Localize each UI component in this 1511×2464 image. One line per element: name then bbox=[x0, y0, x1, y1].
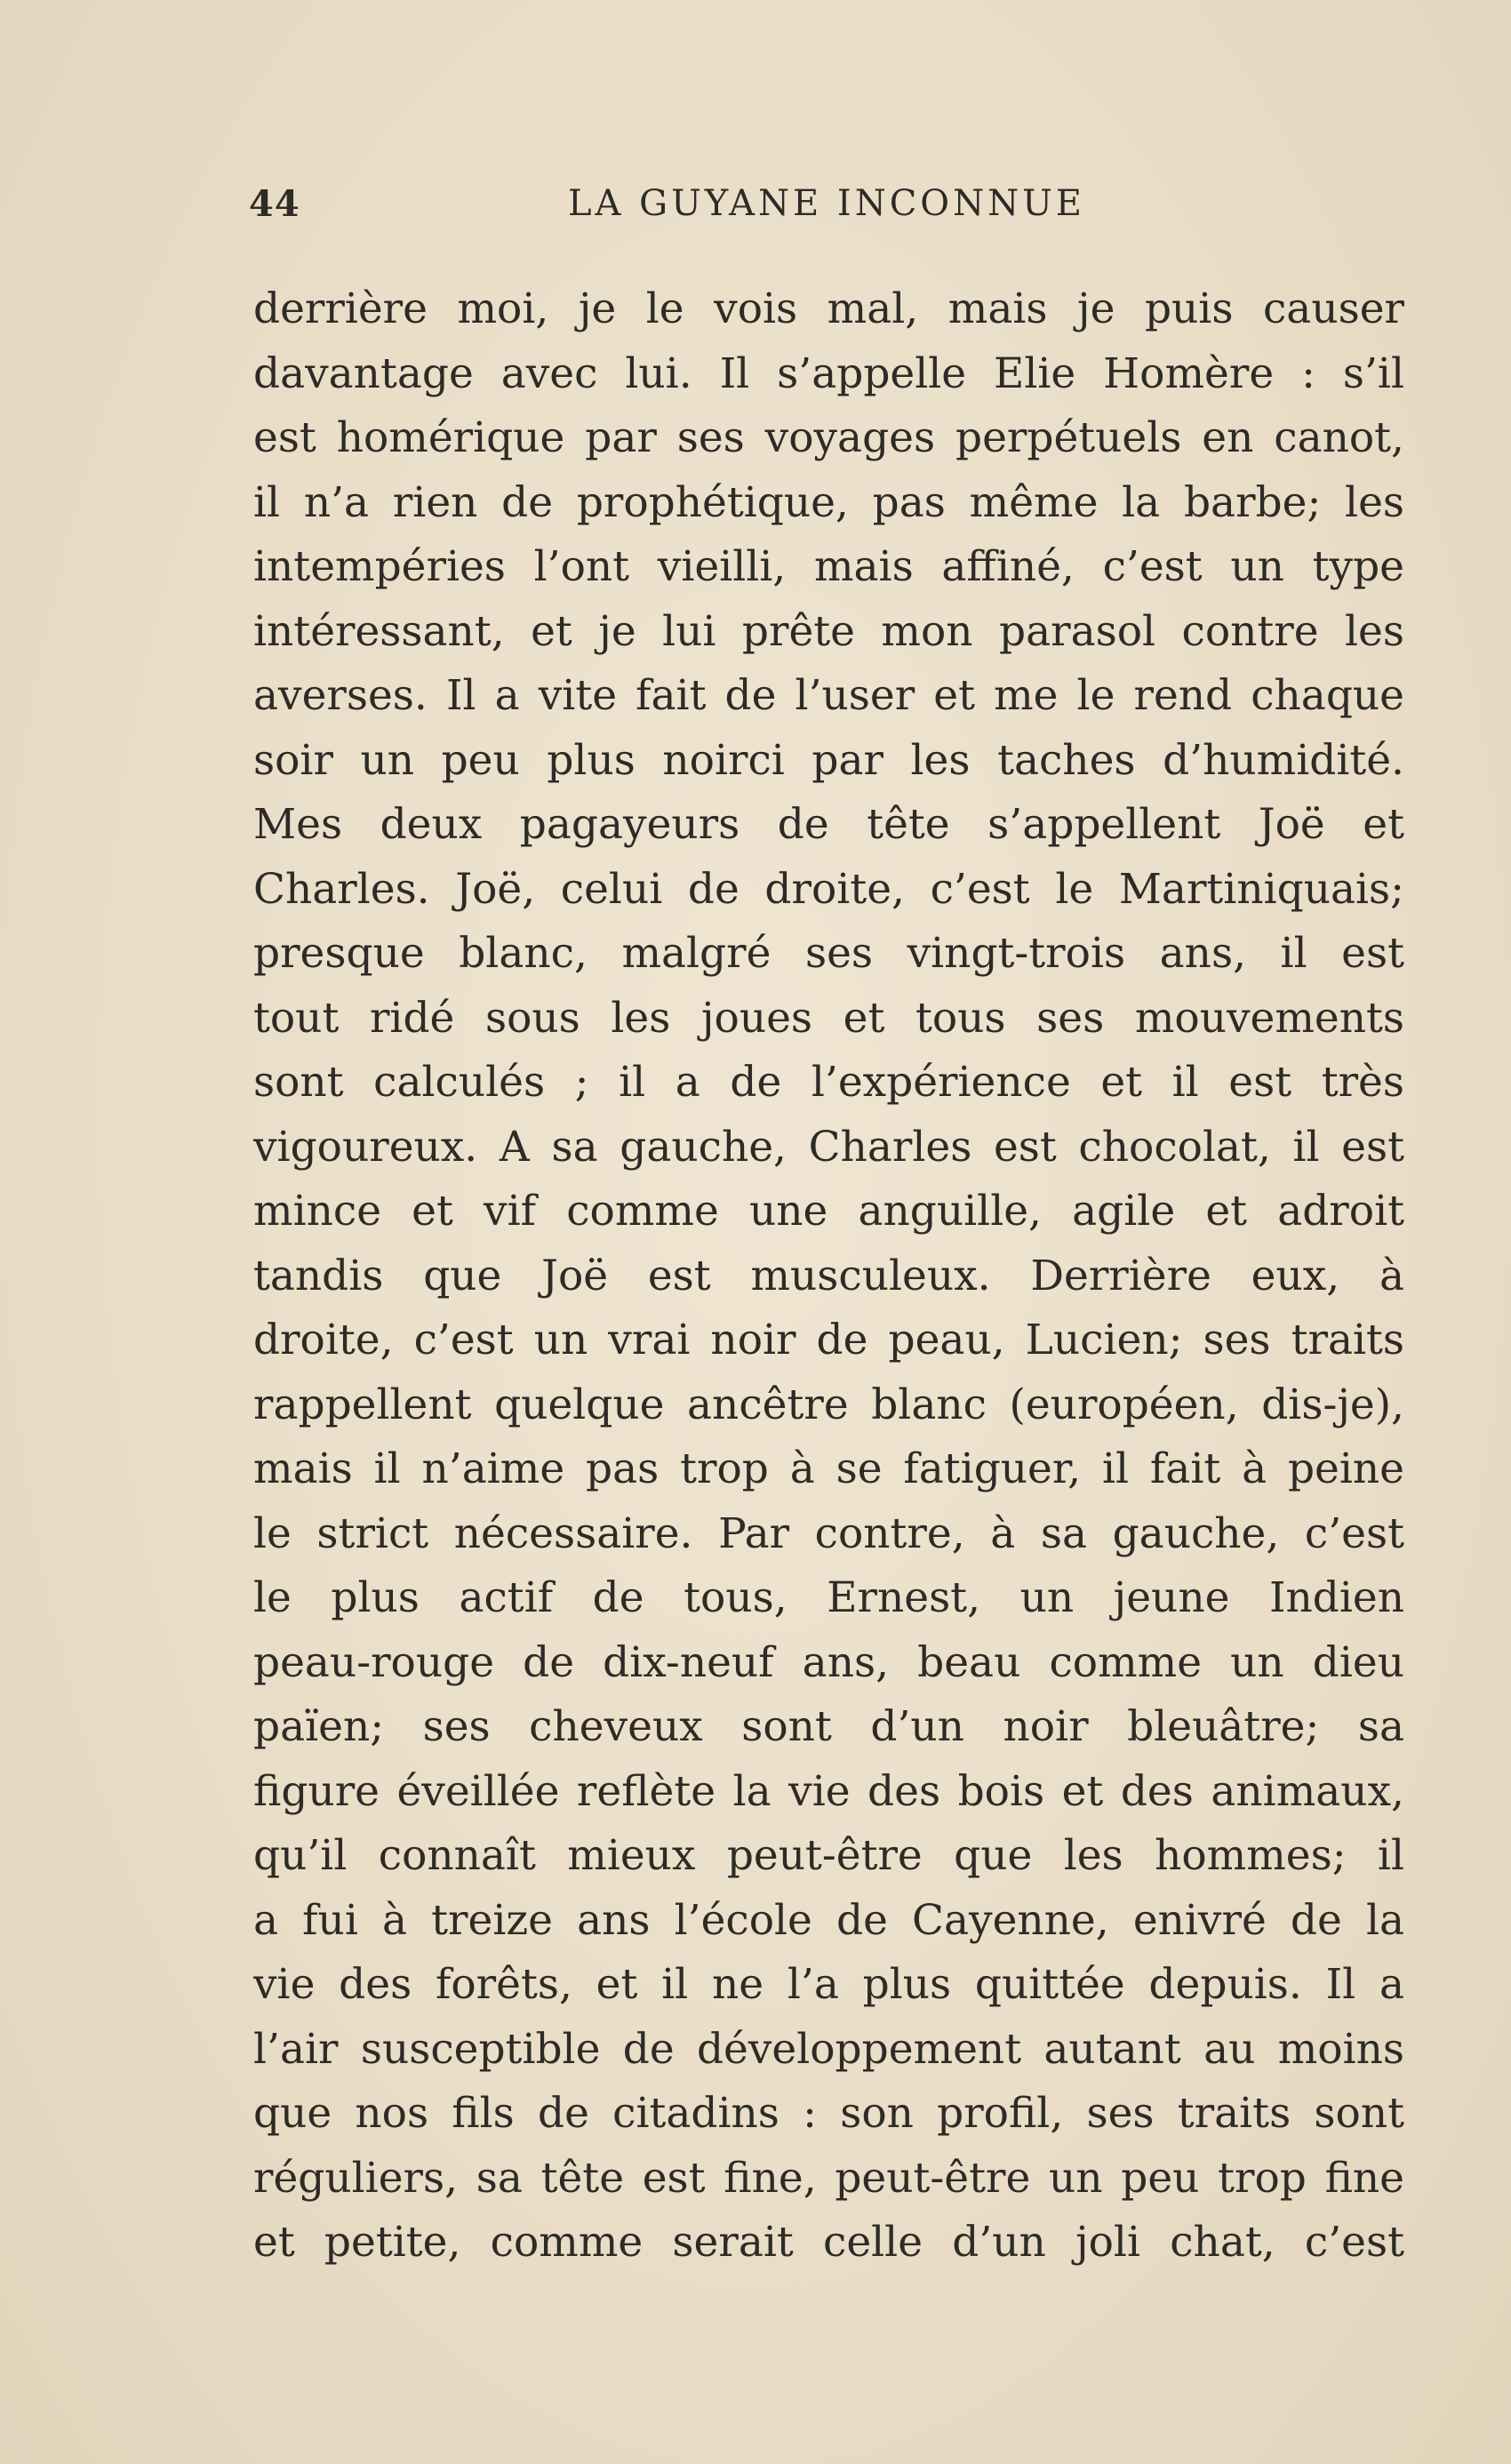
text-line: mais il n’aime pas trop à se fatiguer, il fait à peine bbox=[253, 1444, 1404, 1493]
text-line: l’air susceptible de développement autant au moins bbox=[253, 2024, 1404, 2074]
text-line: vie des forêts, et il ne l’a plus quittée depuis. Il a bbox=[253, 1960, 1404, 2009]
text-line: vigoureux. A sa gauche, Charles est chocolat, il est bbox=[253, 1122, 1404, 1172]
text-line: a fui à treize ans l’école de Cayenne, enivré de la bbox=[253, 1895, 1404, 1945]
text-line: mince et vif comme une anguille, agile et adroit bbox=[253, 1187, 1404, 1236]
text-line: derrière moi, je le vois mal, mais je puis causer bbox=[253, 284, 1404, 333]
text-line: et petite, comme serait celle d’un joli chat, c’est bbox=[253, 2218, 1404, 2267]
text-line: sont calculés ; il a de l’expérience et il est très bbox=[253, 1058, 1404, 1107]
page-header bbox=[249, 183, 1404, 236]
text-line: est homérique par ses voyages perpétuels en canot, bbox=[253, 413, 1404, 462]
text-line: le strict nécessaire. Par contre, à sa gauche, c’est bbox=[253, 1508, 1404, 1558]
text-line: intempéries l’ont vieilli, mais affiné, c’est un type bbox=[253, 542, 1404, 591]
text-line: réguliers, sa tête est fine, peut-être un peu trop fine bbox=[253, 2153, 1404, 2203]
text-line: il n’a rien de prophétique, pas même la barbe; les bbox=[253, 477, 1404, 527]
text-line: païen; ses cheveux sont d’un noir bleuâtre; sa bbox=[253, 1702, 1404, 1751]
text-line: qu’il connaît mieux peut-être que les hommes; il bbox=[253, 1831, 1404, 1880]
running-title: LA GUYANE INCONNUE bbox=[567, 183, 1086, 224]
text-line: le plus actif de tous, Ernest, un jeune Indien bbox=[253, 1573, 1404, 1622]
text-line: figure éveillée reflète la vie des bois et des animaux, bbox=[253, 1766, 1404, 1816]
text-line: que nos fils de citadins : son profil, ses traits sont bbox=[253, 2089, 1404, 2138]
body-text bbox=[253, 277, 1404, 2276]
text-line: tout ridé sous les joues et tous ses mouvements bbox=[253, 993, 1404, 1043]
text-line: droite, c’est un vrai noir de peau, Lucien; ses traits bbox=[253, 1316, 1404, 1364]
text-line: peau-rouge de dix-neuf ans, beau comme un dieu bbox=[253, 1637, 1404, 1687]
text-line: averses. Il a vite fait de l’user et me le rend chaque bbox=[253, 671, 1404, 720]
text-line: presque blanc, malgré ses vingt-trois ans, il est bbox=[253, 929, 1404, 978]
text-line: Mes deux pagayeurs de tête s’appellent Joë et bbox=[253, 800, 1404, 849]
text-line: intéressant, et je lui prête mon parasol contre les bbox=[253, 606, 1404, 656]
page-number: 44 bbox=[249, 183, 300, 225]
text-line: davantage avec lui. Il s’appelle Elie Homère : s’il bbox=[253, 348, 1404, 398]
text-line: soir un peu plus noirci par les taches d’humidité. bbox=[253, 735, 1404, 785]
text-line: tandis que Joë est musculeux. Derrière eux, à bbox=[253, 1251, 1404, 1300]
text-line: rappellent quelque ancêtre blanc (européen, dis-je), bbox=[253, 1380, 1404, 1429]
text-line: Charles. Joë, celui de droite, c’est le Martiniquais; bbox=[253, 864, 1404, 914]
